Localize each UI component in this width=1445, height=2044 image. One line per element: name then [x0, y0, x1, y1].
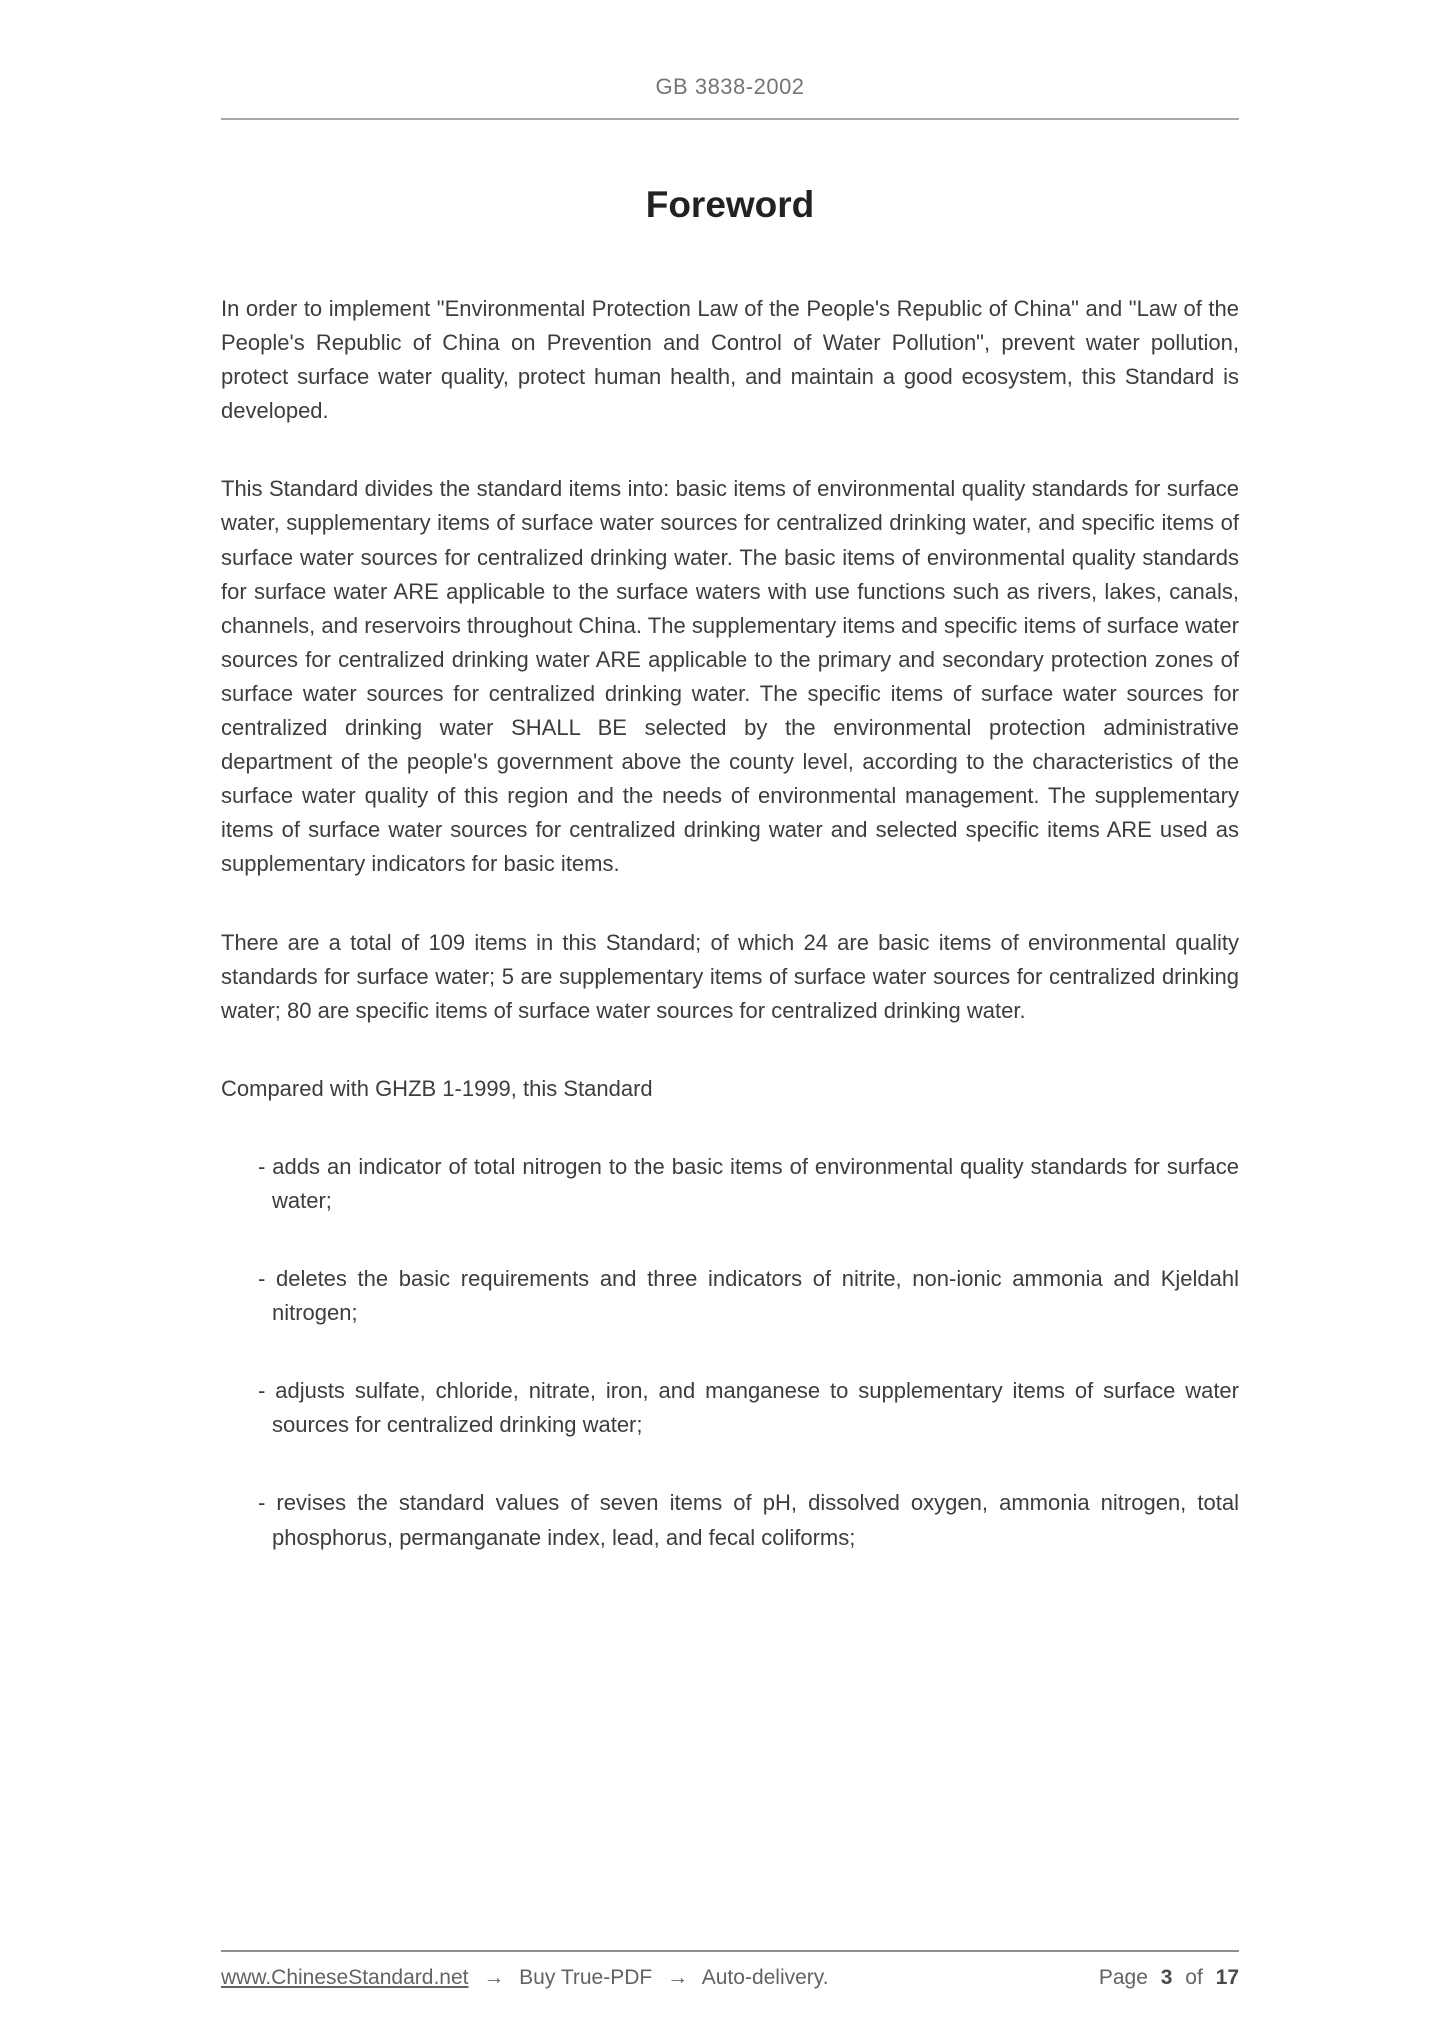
page-footer: [221, 1950, 1239, 1990]
standard-number-header: GB 3838-2002: [655, 74, 805, 99]
bullet-item-deletes: - deletes the basic requirements and three indicators of nitrite, non-ionic ammonia and Kjeldahl nitrogen;: [258, 1266, 1239, 1326]
footer-buy-label: Buy True-PDF: [519, 1966, 653, 1989]
bullet-item-revises: - revises the standard values of seven items of pH, dissolved oxygen, ammonia nitrogen, total phosphorus, permanganate index, lead, and fecal coliforms;: [258, 1490, 1239, 1550]
footer-arrow-icon: →: [667, 1966, 689, 1989]
page-title: Foreword: [645, 184, 815, 225]
footer-page-number: 3: [1160, 1966, 1173, 1989]
body-text: [221, 292, 1239, 1555]
page-content: [221, 0, 1239, 1599]
paragraph-comparison-lead: Compared with GHZB 1-1999, this Standard: [221, 1075, 653, 1101]
footer-arrow-icon: →: [483, 1966, 505, 1989]
footer-website-link[interactable]: www.ChineseStandard.net: [221, 1966, 469, 1989]
bullet-item-adjusts: - adjusts sulfate, chloride, nitrate, iron, and manganese to supplementary items of surface water sources for centralized drinking water;: [258, 1378, 1239, 1438]
footer-source-line: [221, 1966, 829, 1990]
footer-delivery-label: Auto-delivery.: [701, 1966, 829, 1989]
header-divider: [221, 118, 1239, 120]
paragraph-intro: In order to implement "Environmental Protection Law of the People's Republic of China" and "Law of the People's Republic of China on Prevention and Control of Water Pollution", prevent water pollution, protect surface water quality, protect human health, and maintain a good ecosystem, this Standard is developed.: [221, 296, 1239, 424]
footer-page-indicator: [1099, 1966, 1239, 1990]
footer-of-label: of: [1185, 1966, 1203, 1989]
footer-page-label: Page: [1098, 1966, 1148, 1989]
footer-page-total: 17: [1215, 1966, 1239, 1989]
paragraph-item-counts: There are a total of 109 items in this Standard; of which 24 are basic items of environmental quality standards for surface water; 5 are supplementary items of surface water sources for centralized drinking water; 80 are specific items of surface water sources for centralized drinking water.: [221, 929, 1239, 1023]
bullet-item-adds: - adds an indicator of total nitrogen to the basic items of environmental quality standards for surface water;: [258, 1153, 1239, 1213]
paragraph-standard-items: This Standard divides the standard items into: basic items of environmental quality standards for surface water, supplementary items of surface water sources for centralized drinking water, and specific items of surface water sources for centralized drinking water. The basic items of environmental quality standards for surface water ARE applicable to the surface waters with use functions such as rivers, lakes, canals, channels, and reservoirs throughout China. The supplementary items and specific items of surface water sources for centralized drinking water ARE applicable to the primary and secondary protection zones of surface water sources for centralized drinking water. The specific items of surface water sources for centralized drinking water SHALL BE selected by the environmental protection administrative department of the people's government above the county level, according to the characteristics of the surface water quality of this region and the needs of environmental management. The supplementary items of surface water sources for centralized drinking water and selected specific items ARE used as supplementary indicators for basic items.: [221, 476, 1239, 877]
